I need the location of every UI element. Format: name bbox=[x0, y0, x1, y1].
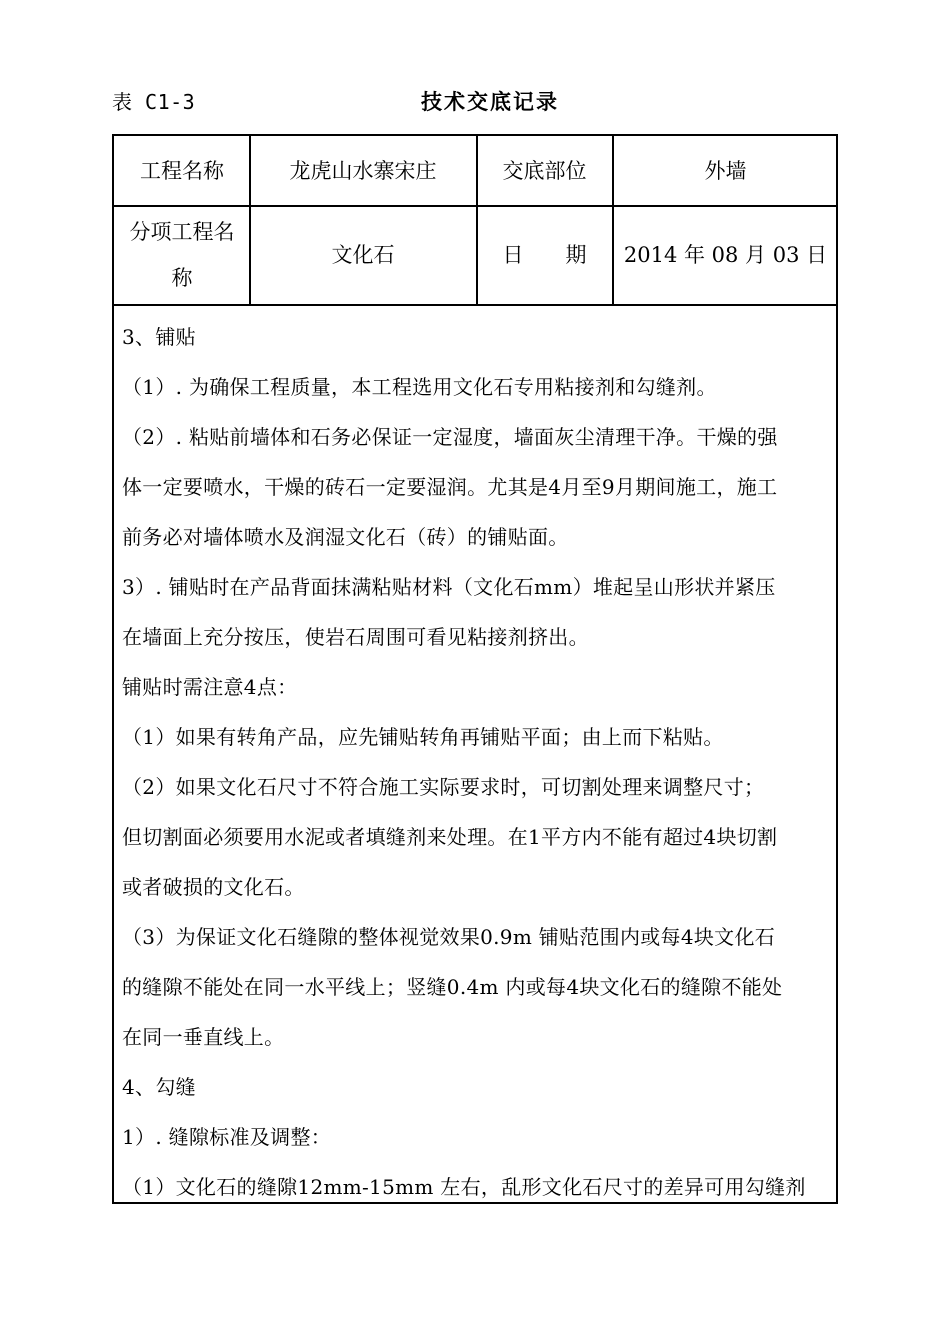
record-table bbox=[112, 134, 838, 1204]
content-line: （2）. 粘贴前墙体和石务必保证一定湿度，墙面灰尘清理干净。干燥的强 bbox=[122, 425, 778, 449]
disclosure-content bbox=[122, 312, 830, 1202]
content-line: 铺贴时需注意4点： bbox=[122, 675, 298, 699]
date-label: 日 期 bbox=[502, 243, 587, 267]
content-line: 3）. 铺贴时在产品背面抹满粘贴材料（文化石mm）堆起呈山形状并紧压 bbox=[122, 575, 776, 599]
content-line: 体一定要喷水，干燥的砖石一定要湿润。尤其是4月至9月期间施工，施工 bbox=[122, 475, 778, 499]
content-line: 前务必对墙体喷水及润湿文化石（砖）的铺贴面。 bbox=[122, 525, 569, 549]
project-name-value: 龙虎山水寨宋庄 bbox=[289, 158, 437, 183]
date-value: 2014 年 08 月 03 日 bbox=[623, 243, 828, 267]
content-line: 的缝隙不能处在同一水平线上；竖缝0.4m 内或每4块文化石的缝隙不能处 bbox=[122, 975, 783, 999]
content-line: 3、铺贴 bbox=[122, 325, 196, 349]
content-line: （1）文化石的缝隙12mm-15mm 左右，乱形文化石尺寸的差异可用勾缝剂 bbox=[122, 1175, 806, 1199]
position-value: 外墙 bbox=[704, 158, 747, 183]
document-title: 技术交底记录 bbox=[421, 90, 559, 114]
document-header bbox=[112, 86, 838, 118]
content-line: （1）. 为确保工程质量，本工程选用文化石专用粘接剂和勾缝剂。 bbox=[122, 375, 717, 399]
position-label: 交底部位 bbox=[502, 158, 587, 183]
content-line: 但切割面必须要用水泥或者填缝剂来处理。在1平方内不能有超过4块切割 bbox=[122, 825, 778, 849]
subproject-value: 文化石 bbox=[331, 243, 395, 267]
content-line: （2）如果文化石尺寸不符合施工实际要求时，可切割处理来调整尺寸； bbox=[122, 775, 765, 799]
content-line: 在同一垂直线上。 bbox=[122, 1025, 285, 1049]
content-line: 在墙面上充分按压，使岩石周围可看见粘接剂挤出。 bbox=[122, 625, 589, 649]
content-line: 1）. 缝隙标准及调整： bbox=[122, 1125, 332, 1149]
subproject-label: 分项工程名称 bbox=[129, 220, 235, 290]
content-line: （1）如果有转角产品，应先铺贴转角再铺贴平面；由上而下粘贴。 bbox=[122, 725, 724, 749]
project-name-label: 工程名称 bbox=[140, 158, 224, 183]
content-line: （3）为保证文化石缝隙的整体视觉效果0.9m 铺贴范围内或每4块文化石 bbox=[122, 925, 776, 949]
content-line: 或者破损的文化石。 bbox=[122, 875, 305, 899]
content-line: 4、勾缝 bbox=[122, 1075, 196, 1099]
form-code: 表 C1-3 bbox=[112, 90, 196, 114]
row-divider bbox=[114, 304, 836, 306]
